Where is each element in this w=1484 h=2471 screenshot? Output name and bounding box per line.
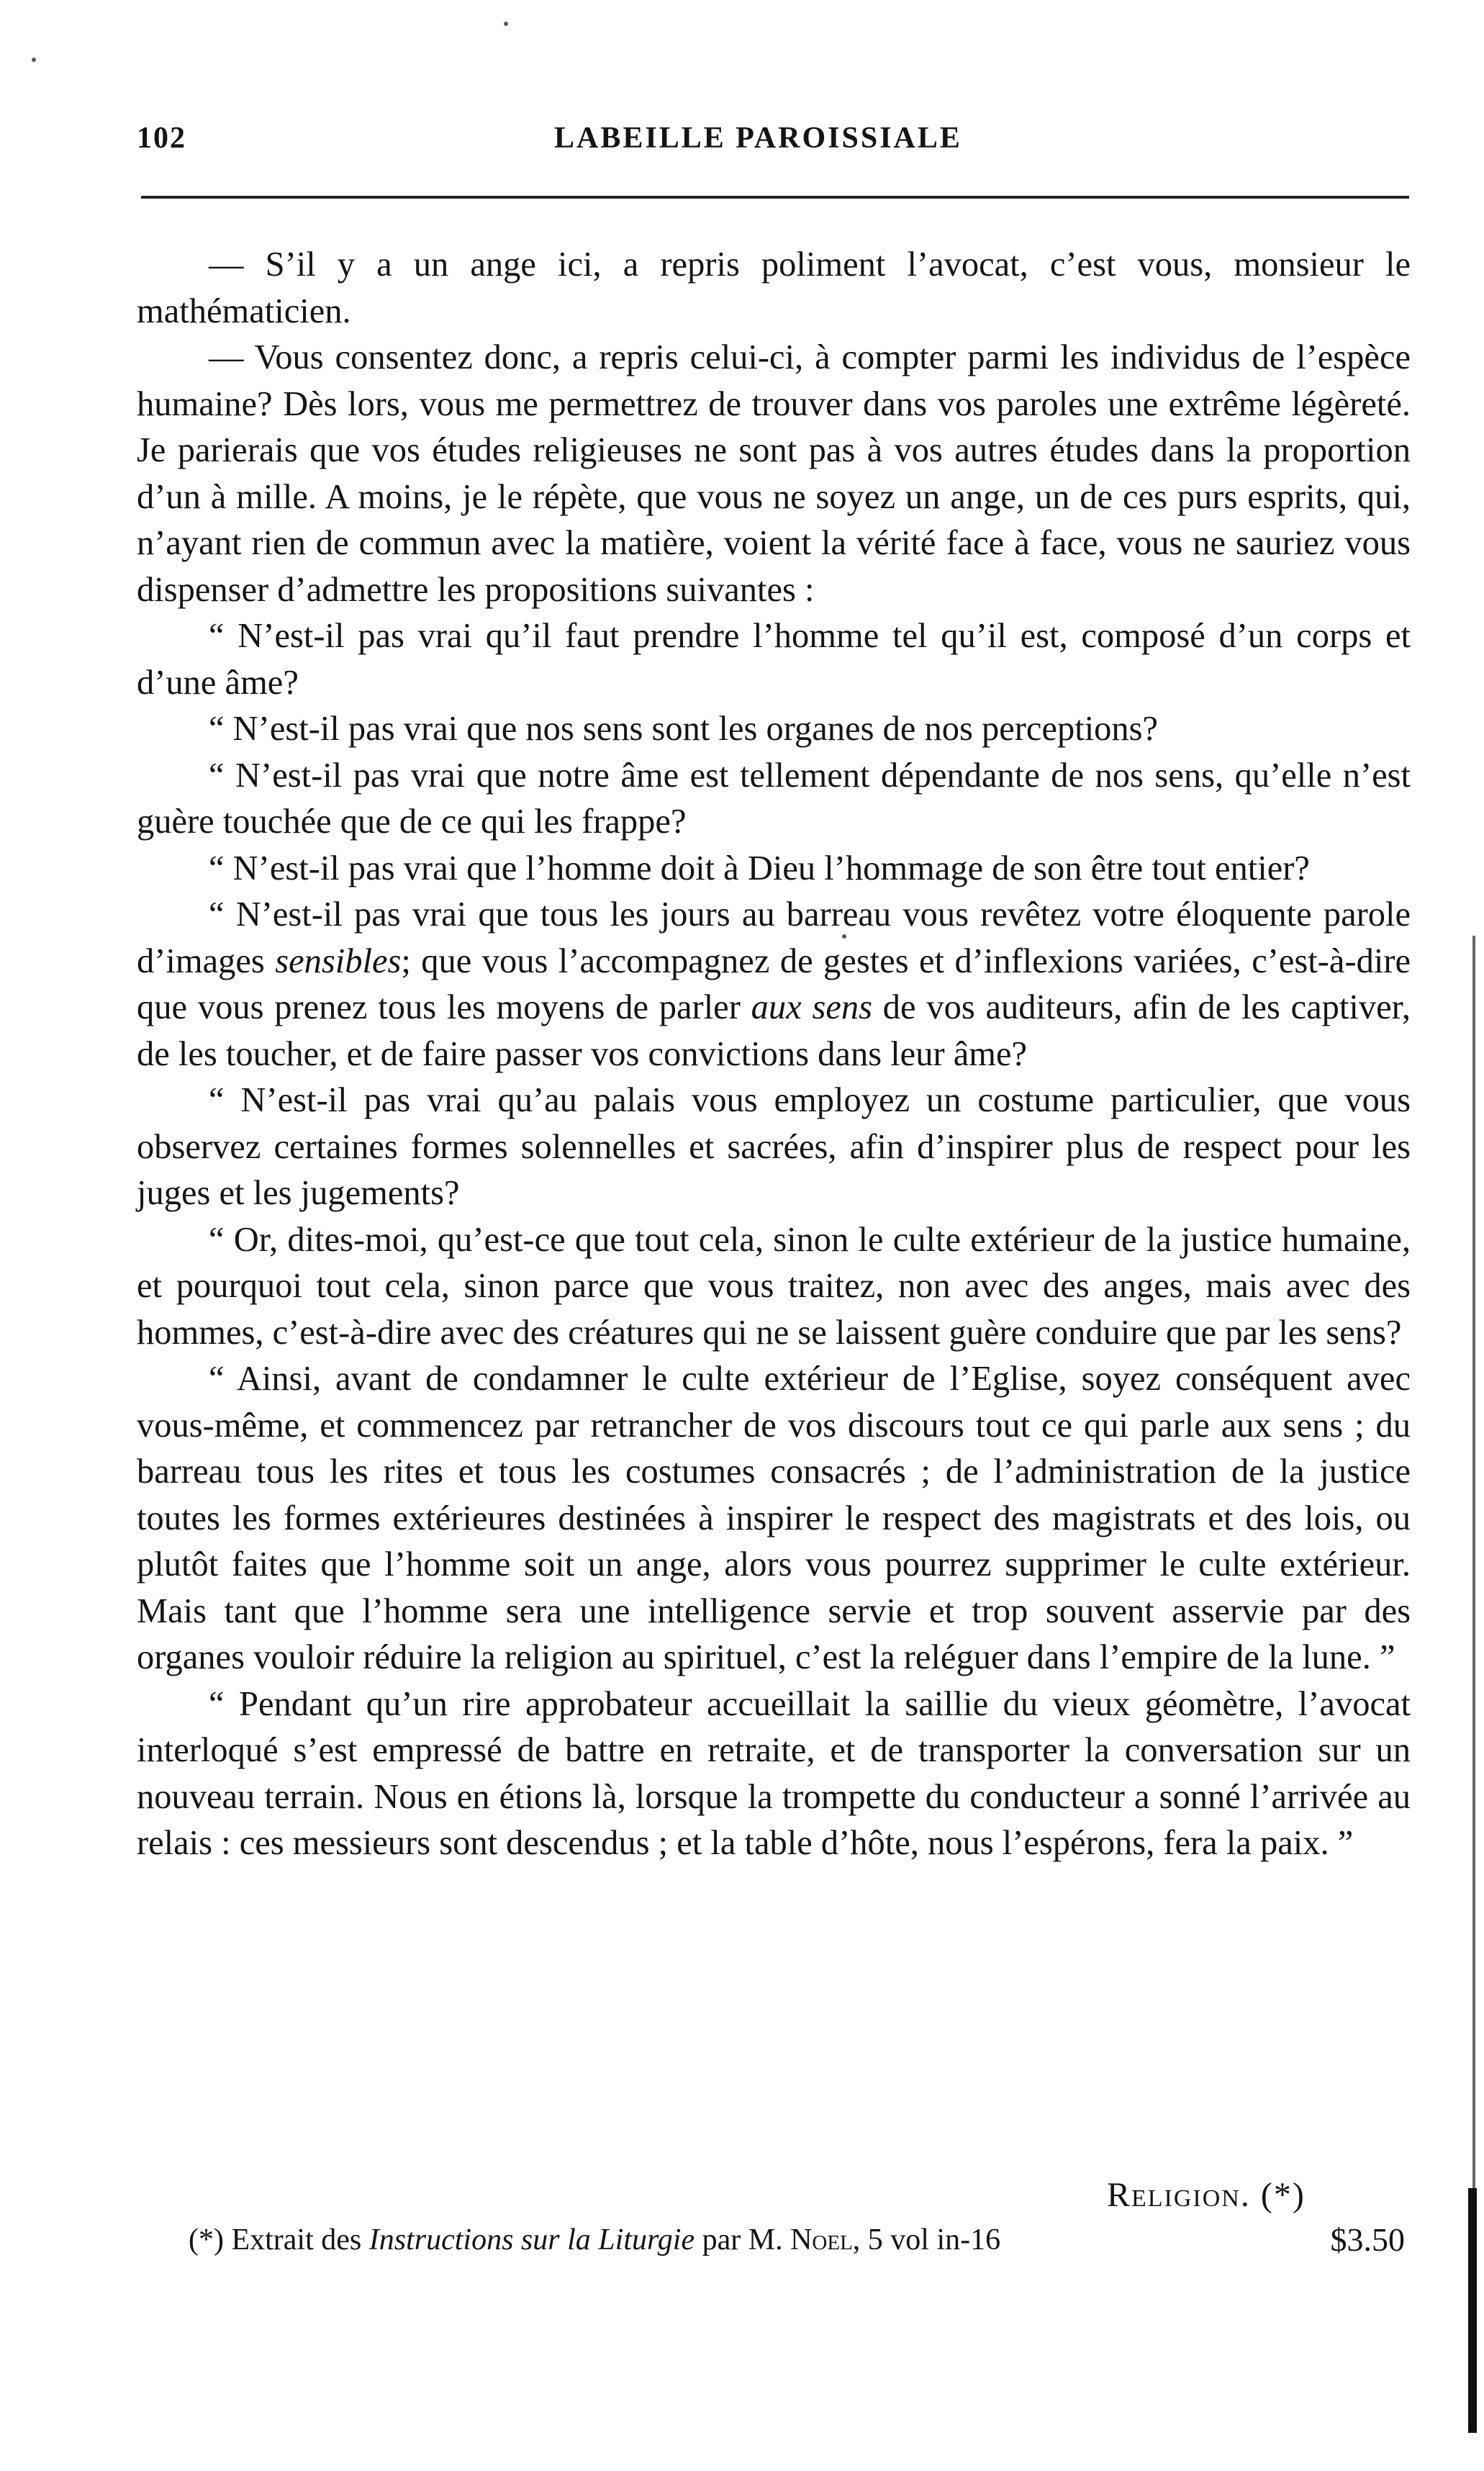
paragraph [137, 892, 1411, 1078]
paragraph: — Vous consentez donc, a repris celui-ci, à compter parmi les individus de l’espèce humaine? Dès lors, vous me permettrez de trouver dans vos paroles une extrême légèreté. Je parierais que vos études religieuses ne sont pas à vos autres études dans la proportion d’un à mille. A moins, je le répète, que vous ne soyez un ange, un de ces purs esprits, qui, n’ayant rien de commun avec la matière, voient la vérité face à face, vous ne sauriez vous dispenser d’admettre les propositions suivantes : [137, 338, 1411, 609]
scan-speck [504, 22, 508, 26]
italic-text: sensibles [275, 941, 402, 980]
paragraph: “ N’est-il pas vrai que nos sens sont les organes de nos perceptions? [209, 710, 1159, 748]
signature: Religion. (*) [1107, 2176, 1306, 2214]
paragraph: “ N’est-il pas vrai que notre âme est tellement dépendante de nos sens, qu’elle n’est guère touchée que de ce qui les frappe? [137, 756, 1411, 841]
header-rule [141, 196, 1409, 199]
scan-edge-bar [1468, 2188, 1477, 2433]
text-segment: de vos auditeurs, afin de les captiver, de les toucher, et de faire passer vos convictions dans leur âme? [137, 988, 1411, 1073]
footnote-price: $3.50 [1330, 2221, 1405, 2258]
body-text [137, 242, 1411, 1867]
paragraph: “ Ainsi, avant de condamner le culte extérieur de l’Eglise, soyez conséquent avec vous-même, et commencez par retrancher de vos discours tout ce qui parle aux sens ; du barreau tous les rites et tous les costumes consacrés ; de l’administration de la justice toutes les formes extérieures destinées à inspirer le respect des magistrats et des lois, ou plutôt faites que l’homme soit un ange, alors vous pourrez supprimer le culte extérieur. Mais tant que l’homme sera une intelligence servie et trop souvent asservie par des organes vouloir réduire la religion au spirituel, c’est la reléguer dans l’empire de la lune. ” [137, 1360, 1411, 1676]
running-title: LABEILLE PAROISSIALE [554, 122, 962, 155]
footnote [189, 2219, 1411, 2261]
footnote-text: par [695, 2223, 748, 2257]
paragraph: “ N’est-il pas vrai qu’il faut prendre l’homme tel qu’il est, composé d’un corps et d’une âme? [137, 617, 1411, 702]
italic-text: aux sens [751, 988, 872, 1026]
footnote-text: , 5 vol in-16 [852, 2223, 1001, 2257]
paragraph: “ Or, dites-moi, qu’est-ce que tout cela, sinon le culte extérieur de la justice humaine, et pourquoi tout cela, sinon parce que vous traitez, non avec des anges, mais avec des hommes, c’est-à-dire avec des créatures qui ne se laissent guère conduire que par les sens? [137, 1220, 1411, 1352]
paragraph: “ N’est-il pas vrai qu’au palais vous employez un costume particulier, que vous observez certaines formes solennelles et sacrées, afin d’inspirer plus de respect pour les juges et les jugements? [137, 1081, 1411, 1212]
page-number: 102 [137, 122, 186, 155]
footnote-author: M. Noel [748, 2223, 853, 2257]
text-segment: ; que vous l’accompagnez de gestes et d’inflexions variées, c’est-à-dire que vous prenez tous les moyens de parler [137, 941, 1411, 1026]
running-head [137, 121, 1411, 164]
scan-speck [32, 58, 36, 62]
scan-speck [842, 934, 846, 939]
paragraph: — S’il y a un ange ici, a repris poliment l’avocat, c’est vous, monsieur le mathématicien. [137, 245, 1411, 330]
footnote-text: Extrait des [223, 2223, 369, 2257]
paragraph: “ Pendant qu’un rire approbateur accueillait la saillie du vieux géomètre, l’avocat interloqué s’est empressé de battre en retraite, et de transporter la conversation sur un nouveau terrain. Nous en étions là, lorsque la trompette du conducteur a sonné l’arrivée au relais : ces messieurs sont descendus ; et la table d’hôte, nous l’espérons, fera la paix. ” [137, 1684, 1411, 1862]
text-segment: “ N’est-il pas vrai que tous les jours au barreau vous revêtez votre éloquente parole d’images [137, 895, 1411, 980]
paragraph: “ N’est-il pas vrai que l’homme doit à Dieu l’hommage de son être tout entier? [209, 849, 1310, 887]
scan-edge-line [1472, 936, 1475, 2188]
footnote-marker: (*) [189, 2223, 224, 2257]
footnote-title: Instructions sur la Liturgie [368, 2223, 695, 2257]
